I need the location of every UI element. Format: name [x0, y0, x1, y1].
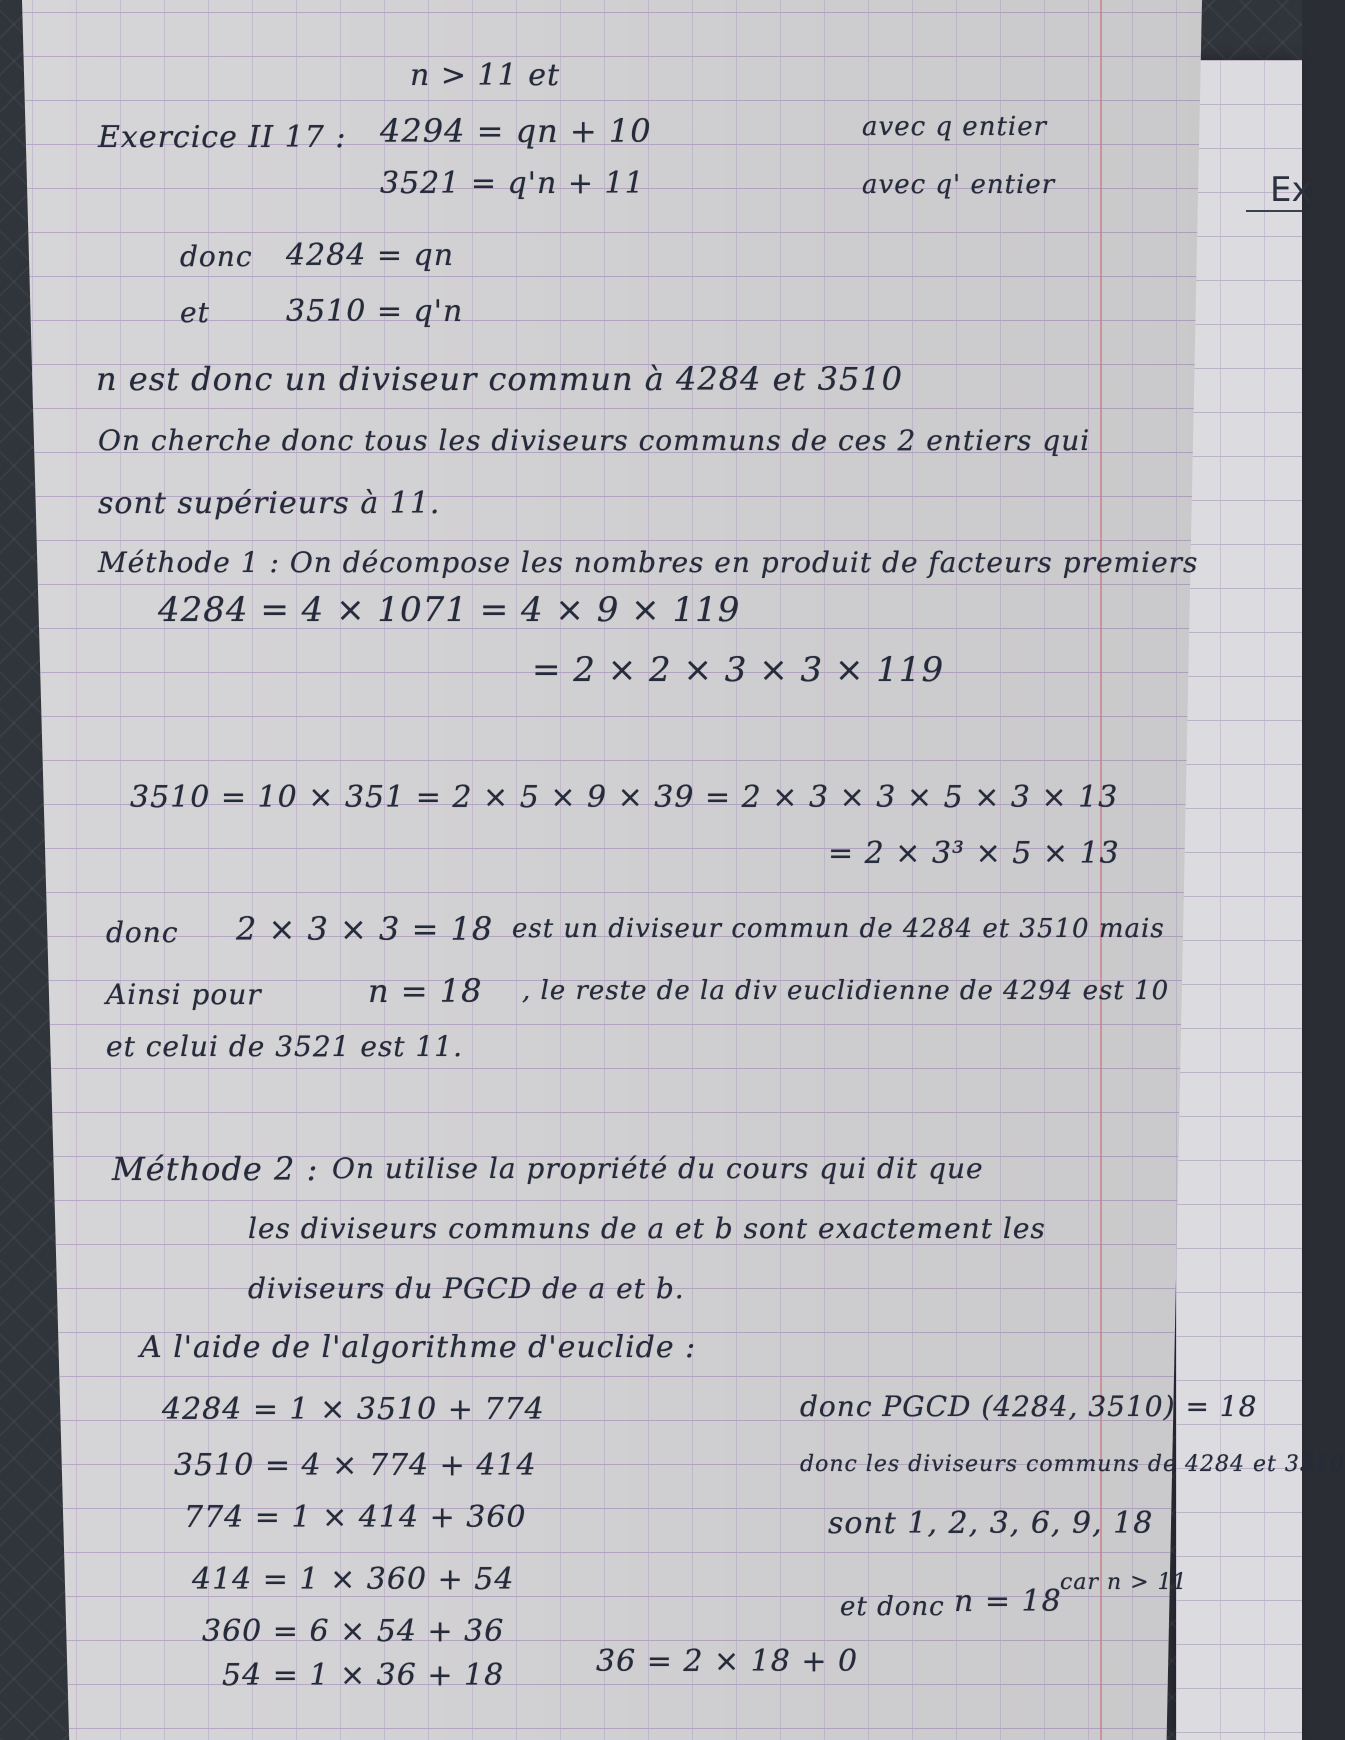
property-statement-2: les diviseurs communs de a et b sont exactement les [248, 1212, 1046, 1245]
word-et-1: et [180, 296, 210, 329]
remainder-statement: , le reste de la div euclidienne de 4294 est 10 [522, 976, 1170, 1006]
euclid-step-2: 3510 = 4 × 774 + 414 [174, 1448, 537, 1483]
euclid-step-6: 54 = 1 × 36 + 18 [222, 1658, 505, 1693]
n-equals-18-first: n = 18 [368, 972, 483, 1010]
hypothesis-n: n > 11 et [410, 58, 561, 93]
next-page-underline [1246, 210, 1302, 212]
note-q-integer: avec q entier [862, 112, 1048, 142]
common-divisor-statement: n est donc un diviseur commun à 4284 et 3510 [96, 360, 904, 398]
remainder-3521-statement: et celui de 3521 est 11. [106, 1030, 463, 1063]
euclid-step-5: 360 = 6 × 54 + 36 [202, 1614, 505, 1649]
common-divisor-18-note: est un diviseur commun de 4284 et 3510 mais [512, 914, 1165, 944]
euclid-step-4: 414 = 1 × 360 + 54 [192, 1562, 515, 1597]
factor-4284-line-2: = 2 × 2 × 3 × 3 × 119 [532, 650, 945, 690]
next-page-heading: Ex [1270, 170, 1312, 210]
euclid-step-3: 774 = 1 × 414 + 360 [184, 1500, 527, 1535]
word-donc-1: donc [180, 240, 253, 273]
property-statement-1: On utilise la propriété du cours qui dit que [332, 1152, 984, 1185]
n-equals-18-final: n = 18 [954, 1584, 1062, 1619]
word-donc-2: donc [106, 916, 179, 949]
word-ainsi-pour: Ainsi pour [106, 978, 262, 1011]
search-statement: On cherche donc tous les diviseurs communs de ces 2 entiers qui [98, 424, 1091, 457]
method-2-heading: Méthode 2 : [112, 1150, 319, 1188]
reason-n-greater-11: car n > 11 [1060, 1570, 1188, 1595]
equation-4284: 4284 = qn [286, 238, 455, 273]
factor-4284-line-1: 4284 = 4 × 1071 = 4 × 9 × 119 [158, 590, 741, 630]
condition-greater-11: sont supérieurs à 11. [98, 486, 441, 521]
word-et-donc: et donc [840, 1592, 945, 1622]
equation-4294: 4294 = qn + 10 [380, 112, 652, 150]
exercise-title: Exercice II 17 : [98, 120, 347, 155]
pgcd-result: donc PGCD (4284, 3510) = 18 [800, 1390, 1258, 1423]
euclid-heading: A l'aide de l'algorithme d'euclide : [140, 1330, 697, 1365]
factor-3510-line-2: = 2 × 3³ × 5 × 13 [828, 836, 1120, 871]
method-1-heading: Méthode 1 : On décompose les nombres en produit de facteurs premiers [98, 546, 1199, 579]
euclid-step-1: 4284 = 1 × 3510 + 774 [162, 1392, 545, 1427]
euclid-step-7: 36 = 2 × 18 + 0 [596, 1644, 859, 1679]
equation-3510: 3510 = q'n [286, 294, 464, 329]
equation-3521: 3521 = q'n + 11 [380, 166, 645, 201]
note-q-prime-integer: avec q' entier [862, 170, 1056, 200]
divisors-list: sont 1, 2, 3, 6, 9, 18 [828, 1506, 1154, 1541]
factor-3510-line-1: 3510 = 10 × 351 = 2 × 5 × 9 × 39 = 2 × 3 × 3 × 5 × 3 × 13 [130, 780, 1119, 815]
product-18: 2 × 3 × 3 = 18 [236, 910, 494, 948]
property-statement-3: diviseurs du PGCD de a et b. [248, 1272, 685, 1305]
common-divisors-statement: donc les diviseurs communs de 4284 et 3510 [800, 1452, 1345, 1477]
